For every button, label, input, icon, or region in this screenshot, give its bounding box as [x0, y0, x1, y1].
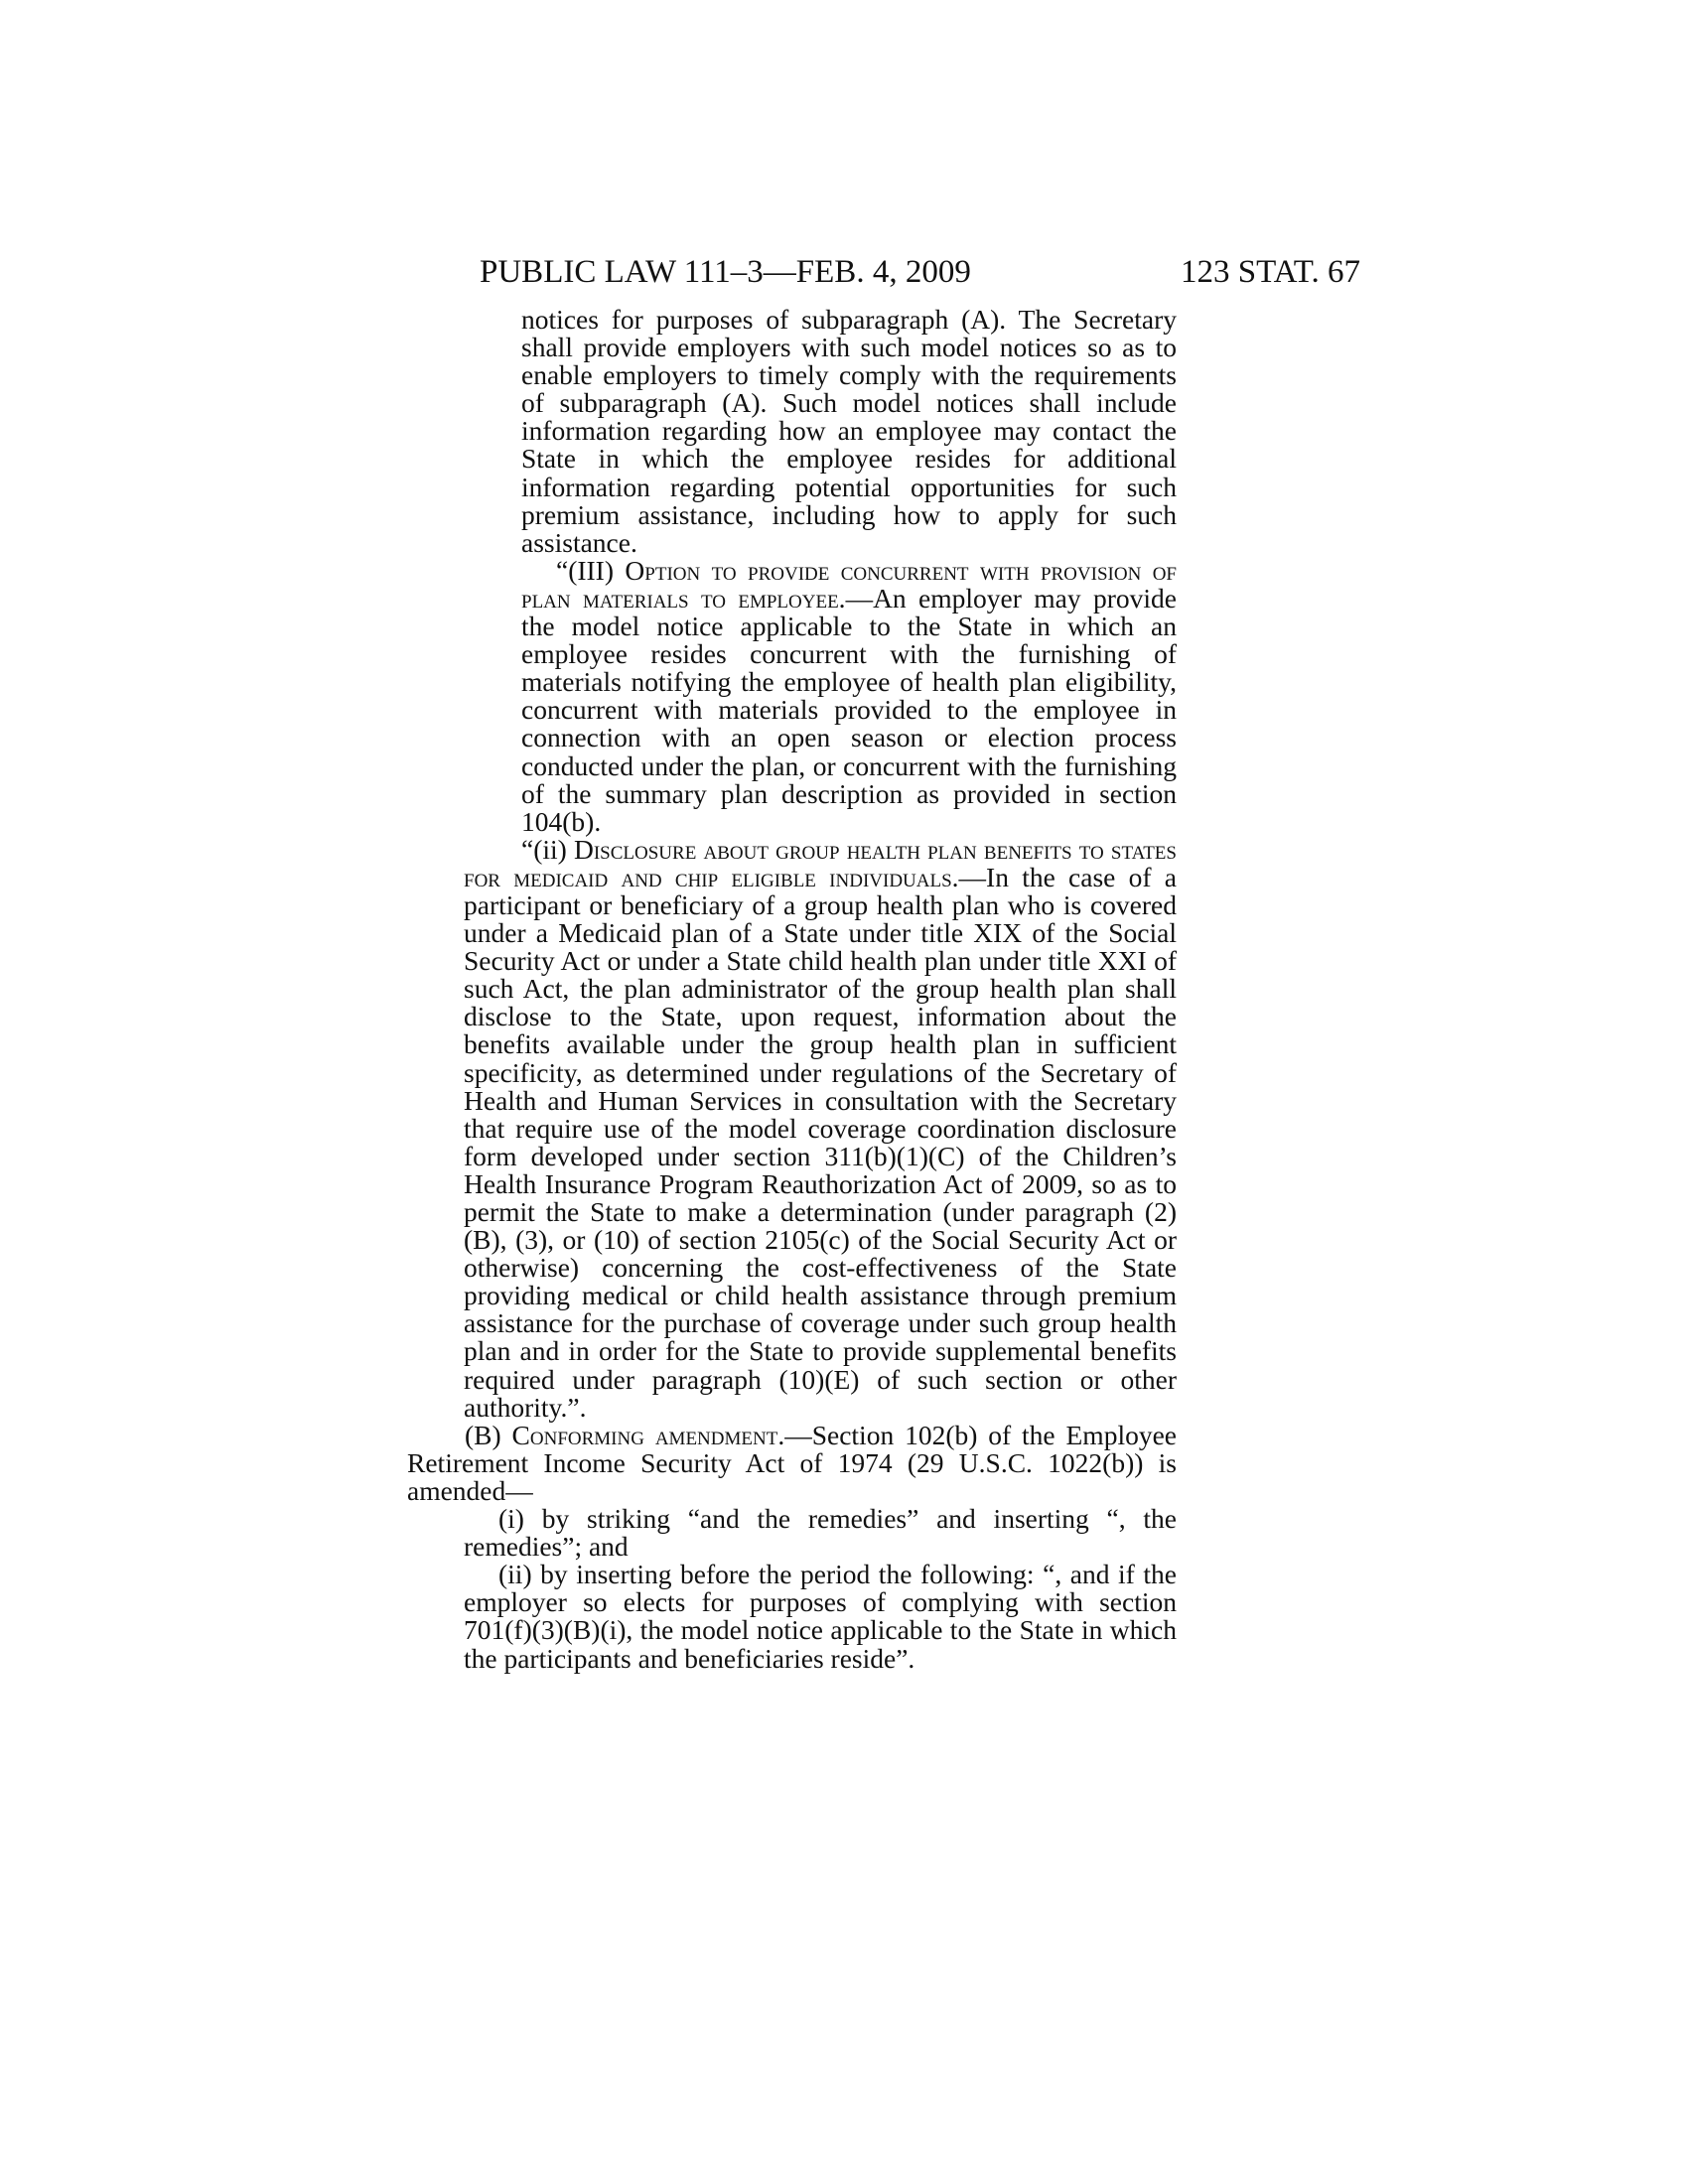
subparagraph-B-heading: Conforming amendment. — [511, 1419, 785, 1450]
subclause-III-number: “(III) — [556, 554, 626, 586]
amendment-clause-i: (i) by striking “and the remedies” and inserting “, the remedies”; and — [464, 1503, 1177, 1563]
running-head-title: PUBLIC LAW 111–3—FEB. 4, 2009 — [480, 254, 971, 290]
subparagraph-B-text: —Section 102(b) of the Employee Retirement Income Security Act of 1974 (29 U.S.C. 1022(b)) is amended— — [407, 1419, 1177, 1506]
subparagraph-B — [407, 1419, 1177, 1506]
clause-ii-text: —In the case of a participant or beneficiary of a group health plan who is covered under a Medicaid plan of a State under title XIX of the Social Security Act or under a State child health plan under title XXI of such Act, the plan administrator of the group health plan shall disclose to the State, upon request, information about the benefits available under the group health plan in sufficient specificity, as determined under regulations of the Secretary of Health and Human Services in consultation with the Secretary that require use of the model coverage coordination disclosure form developed under section 311(b)(1)(C) of the Children’s Health Insurance Program Reauthorization Act of 2009, so as to permit the State to make a determination (under paragraph (2)(B), (3), or (10) of section 2105(c) of the Social Security Act or otherwise) concerning the cost-effectiveness of the State providing medical or child health assistance through premium assistance for the purchase of coverage under such group health plan and in order for the State to provide supplemental benefits required under paragraph (10)(E) of such section or other authority.”. — [464, 861, 1178, 1423]
subclause-III-heading: Option to provide concurrent with provision of plan materials to employee. — [521, 554, 1177, 614]
amendment-clause-ii: (ii) by inserting before the period the following: “, and if the employer so elects for purposes of complying with section 701(f)(3)(B)(i), the model notice applicable to the State in which the participants and beneficiaries reside”. — [464, 1559, 1177, 1674]
clause-ii-disclosure — [464, 833, 1178, 1423]
subclause-III — [521, 554, 1178, 837]
paragraph-model-notices: notices for purposes of subparagraph (A). The Secretary shall provide employers with such model notices so as to enable employers to timely comply with the requirements of subparagraph (A). Such model notices shall include information regarding how an employee may contact the State in which the employee resides for additional information regarding potential opportunities for such premium assistance, including how to apply for such assistance. — [521, 304, 1177, 558]
page-number: 123 STAT. 67 — [1180, 254, 1360, 290]
subparagraph-B-number: (B) — [465, 1419, 512, 1450]
clause-ii-number: “(ii) — [521, 833, 574, 865]
statute-text — [407, 306, 1177, 1673]
subclause-III-text: —An employer may provide the model notice applicable to the State in which an employee resides concurrent with the furnishing of materials notifying the employee of health plan eligibility, concurrent with materials provided to the employee in connection with an open season or election process conducted under the plan, or concurrent with the furnishing of the summary plan description as provided in section 104(b). — [521, 582, 1178, 837]
clause-ii-heading: Disclosure about group health plan benefits to states for medicaid and chip eligible individuals. — [464, 833, 1177, 892]
page-header — [480, 252, 1360, 302]
